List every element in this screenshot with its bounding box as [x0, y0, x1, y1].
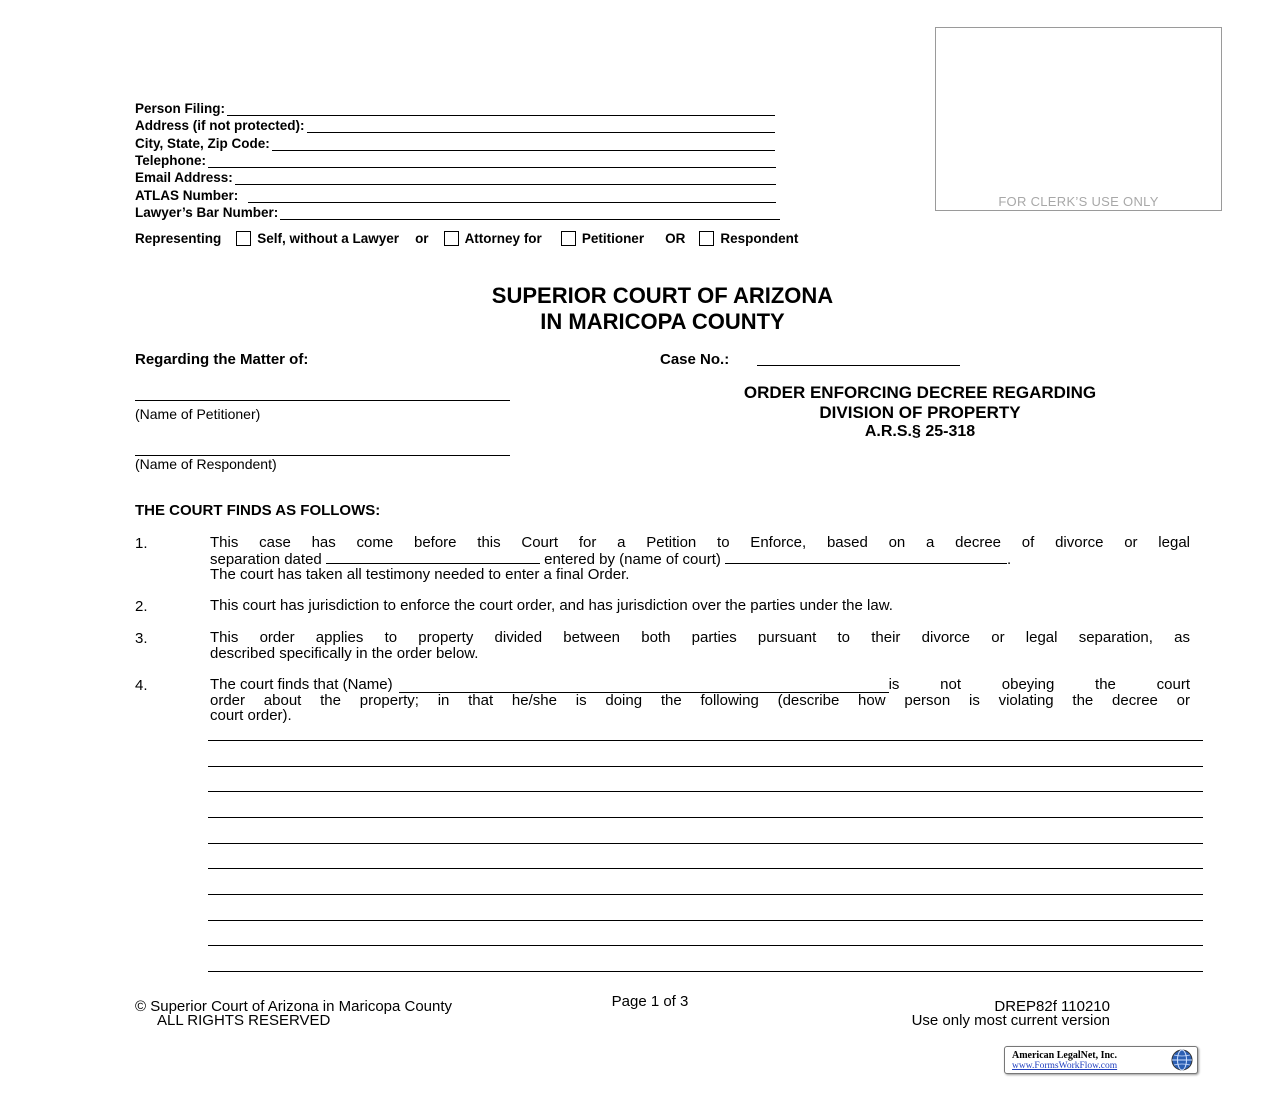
field-label: Email Address:	[135, 170, 233, 185]
footer-version-note: Use only most current version	[911, 1012, 1110, 1029]
finding-3-line-a: This order applies to property divided between both parties pursuant to their divorce or legal separation, as	[210, 629, 1190, 646]
item-number: 2.	[135, 598, 148, 615]
field-line[interactable]	[227, 102, 775, 116]
item-number: 1.	[135, 535, 148, 552]
writing-line[interactable]	[208, 817, 1203, 818]
footer-form-code: DREP82f 110210	[994, 998, 1110, 1015]
finding-4	[210, 677, 1190, 724]
clerk-use-box	[935, 27, 1222, 211]
field-label: Address (if not protected):	[135, 118, 305, 133]
logo-company-name: American LegalNet, Inc.	[1012, 1050, 1117, 1061]
field-label: ATLAS Number:	[135, 188, 239, 203]
attorney-option-label: Attorney for	[464, 230, 542, 246]
american-legalnet-logo[interactable]	[1004, 1046, 1198, 1074]
court-name-line-2: IN MARICOPA COUNTY	[540, 309, 785, 334]
respondent-checkbox[interactable]	[699, 231, 714, 246]
address-field[interactable]	[135, 116, 775, 133]
or-label-upper: OR	[665, 230, 686, 246]
bar-number-field[interactable]	[135, 203, 780, 220]
footer-rights: ALL RIGHTS RESERVED	[157, 1012, 331, 1029]
finding-1-line-c: The court has taken all testimony needed to enter a final Order.	[210, 566, 630, 583]
clerk-use-label: FOR CLERK’S USE ONLY	[998, 194, 1159, 209]
writing-line[interactable]	[208, 740, 1203, 741]
field-line[interactable]	[280, 206, 780, 220]
city-state-zip-field[interactable]	[135, 134, 775, 151]
atlas-number-field[interactable]	[135, 186, 776, 203]
field-line[interactable]	[208, 154, 776, 168]
representing-label: Representing	[135, 230, 222, 246]
field-label: Telephone:	[135, 153, 207, 168]
finding-1-text-b1: separation dated	[210, 550, 322, 568]
field-line[interactable]	[248, 189, 776, 203]
case-number-line[interactable]	[757, 365, 960, 366]
petitioner-option-label: Petitioner	[581, 230, 645, 246]
statute-reference: A.R.S.§ 25-318	[864, 423, 976, 440]
finding-1-line-a: This case has come before this Court for a Petition to Enforce, based on a decree of divorce or legal	[210, 534, 1190, 551]
writing-line[interactable]	[208, 971, 1203, 972]
footer-copyright: © Superior Court of Arizona in Maricopa County	[135, 998, 453, 1015]
finding-3-line-b: described specifically in the order below.	[210, 644, 479, 662]
finding-1	[210, 535, 1190, 583]
writing-line[interactable]	[208, 868, 1203, 869]
finding-3	[210, 630, 1190, 661]
petitioner-label: (Name of Petitioner)	[135, 406, 261, 422]
separation-date-line[interactable]	[326, 551, 540, 564]
finding-4-line-b: order about the property; in that he/she is doing the following (describe how person is violating the decree or	[210, 691, 1190, 709]
petitioner-checkbox[interactable]	[561, 231, 576, 246]
item-number: 4.	[135, 677, 148, 694]
writing-line[interactable]	[208, 843, 1203, 844]
regarding-label: Regarding the Matter of:	[135, 351, 309, 368]
telephone-field[interactable]	[135, 151, 776, 168]
writing-line[interactable]	[208, 766, 1203, 767]
field-label: Lawyer’s Bar Number:	[135, 205, 279, 220]
email-field[interactable]	[135, 168, 776, 185]
case-number-label: Case No.:	[660, 351, 730, 368]
logo-url-link[interactable]: www.FormsWorkFlow.com	[1012, 1061, 1118, 1071]
footer-page-number: Page 1 of 3	[611, 993, 689, 1010]
field-line[interactable]	[235, 171, 776, 185]
finding-4-line-c: court order).	[210, 707, 292, 724]
finding-1-text-b2: entered by (name of court)	[544, 550, 721, 568]
findings-heading: THE COURT FINDS AS FOLLOWS:	[135, 502, 381, 519]
writing-line[interactable]	[208, 894, 1203, 895]
item-number: 3.	[135, 630, 148, 647]
representing-row	[135, 229, 798, 247]
writing-line[interactable]	[208, 945, 1203, 946]
finding-1-text-b3: .	[1007, 550, 1012, 568]
court-name-blank-line[interactable]	[725, 551, 1007, 564]
field-line[interactable]	[272, 137, 775, 151]
self-option-label: Self, without a Lawyer	[257, 230, 400, 246]
or-label: or	[415, 230, 429, 246]
finding-4-text-a2: is not obeying the court	[888, 676, 1190, 693]
finding-2: This court has jurisdiction to enforce the court order, and has jurisdiction over the parties under the law.	[210, 597, 893, 614]
person-filing-field[interactable]	[135, 99, 775, 116]
violating-party-name-line[interactable]	[399, 680, 889, 693]
field-line[interactable]	[307, 119, 775, 133]
court-name-line-1: SUPERIOR COURT OF ARIZONA	[491, 283, 834, 308]
respondent-label: (Name of Respondent)	[135, 456, 277, 472]
field-label: Person Filing:	[135, 101, 226, 116]
writing-line[interactable]	[208, 920, 1203, 921]
petitioner-name-line[interactable]	[135, 400, 510, 401]
document-title-line-1: ORDER ENFORCING DECREE REGARDING	[743, 383, 1097, 402]
finding-4-text-a1: The court finds that (Name)	[210, 676, 393, 693]
attorney-checkbox[interactable]	[444, 231, 459, 246]
self-checkbox[interactable]	[236, 231, 251, 246]
document-title-line-2: DIVISION OF PROPERTY	[819, 403, 1021, 422]
field-label: City, State, Zip Code:	[135, 136, 270, 151]
globe-icon	[1170, 1048, 1194, 1072]
writing-line[interactable]	[208, 791, 1203, 792]
respondent-option-label: Respondent	[720, 230, 799, 246]
